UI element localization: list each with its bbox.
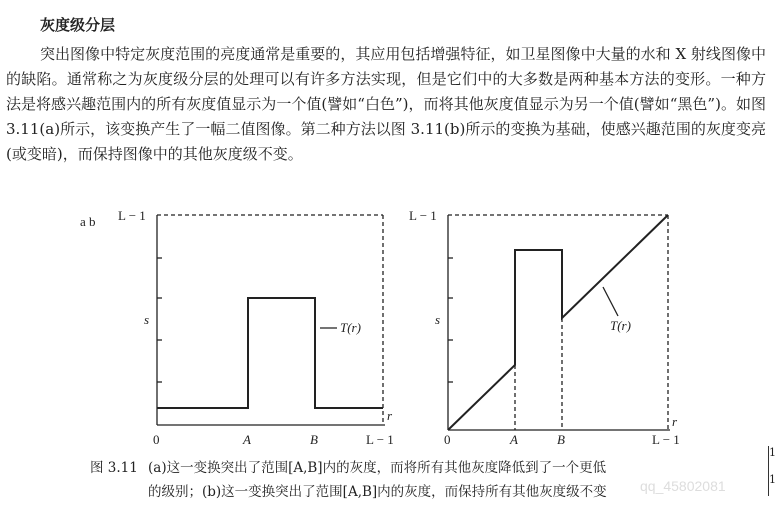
plot-b-x-zero: 0 xyxy=(444,432,451,447)
plot-a-curve-label: T(r) xyxy=(340,320,361,335)
plot-b-x-var: r xyxy=(672,414,678,429)
plot-a-x-b: B xyxy=(310,432,318,447)
plot-b-x-a: A xyxy=(510,432,518,447)
caption-line-1: (a)这一变换突出了范围[A,B]内的灰度，而将所有其他灰度降低到了一个更低 xyxy=(148,460,607,476)
panel-labels: a b xyxy=(80,214,96,229)
caption-line-2: 的级别；(b)这一变换突出了范围[A,B]内的灰度，而保持所有其他灰度级不变 xyxy=(148,484,607,500)
plot-a-curve xyxy=(157,298,383,408)
figure-caption xyxy=(90,456,607,504)
caption-number: 图 3.11 xyxy=(90,460,138,476)
plot-b-y-s-label: s xyxy=(435,312,441,327)
section-heading: 灰度级分层 xyxy=(40,16,116,34)
plot-a-x-end: L − 1 xyxy=(366,432,394,447)
plot-a-y-top-label: L − 1 xyxy=(118,208,146,223)
plot-b-curve-label: T(r) xyxy=(610,318,631,333)
edge-mark: 1 xyxy=(769,446,776,459)
edge-mark: 1 xyxy=(769,473,776,486)
plot-b-x-b: B xyxy=(557,432,565,447)
plot-b-x-end: L − 1 xyxy=(652,432,680,447)
plot-a-x-a: A xyxy=(243,432,251,447)
body-paragraph: 突出图像中特定灰度范围的亮度通常是重要的，其应用包括增强特征，如卫星图像中大量的水和 X 射线图像中的缺陷。通常称之为灰度级分层的处理可以有许多方法实现，但是它们中的大多数是两种基本方法的变形。一种方法是将感兴趣范围内的所有灰度值显示为一个值(譬如“白色”)，而将其他灰度值显示为另一个值(譬如“黑色”)。如图 3.11(a)所示，该变换产生了一幅二值图像。第二种方法以图 3.11(b)所示的变换为基础，使感兴趣范围的灰度变亮(或变暗)，而保持图像中的其他灰度级不变。 xyxy=(6,45,766,163)
page-edge-marks xyxy=(768,446,778,496)
watermark: qq_45802081 xyxy=(640,478,726,494)
plot-b-curve xyxy=(448,215,668,430)
plot-a-y-ticks xyxy=(157,258,162,382)
plot-b-y-ticks xyxy=(448,258,453,382)
plot-a-y-s-label: s xyxy=(144,312,150,327)
plot-b-y-top-label: L − 1 xyxy=(409,208,437,223)
plot-a-x-var: r xyxy=(387,408,393,423)
plot-a-x-zero: 0 xyxy=(153,432,160,447)
